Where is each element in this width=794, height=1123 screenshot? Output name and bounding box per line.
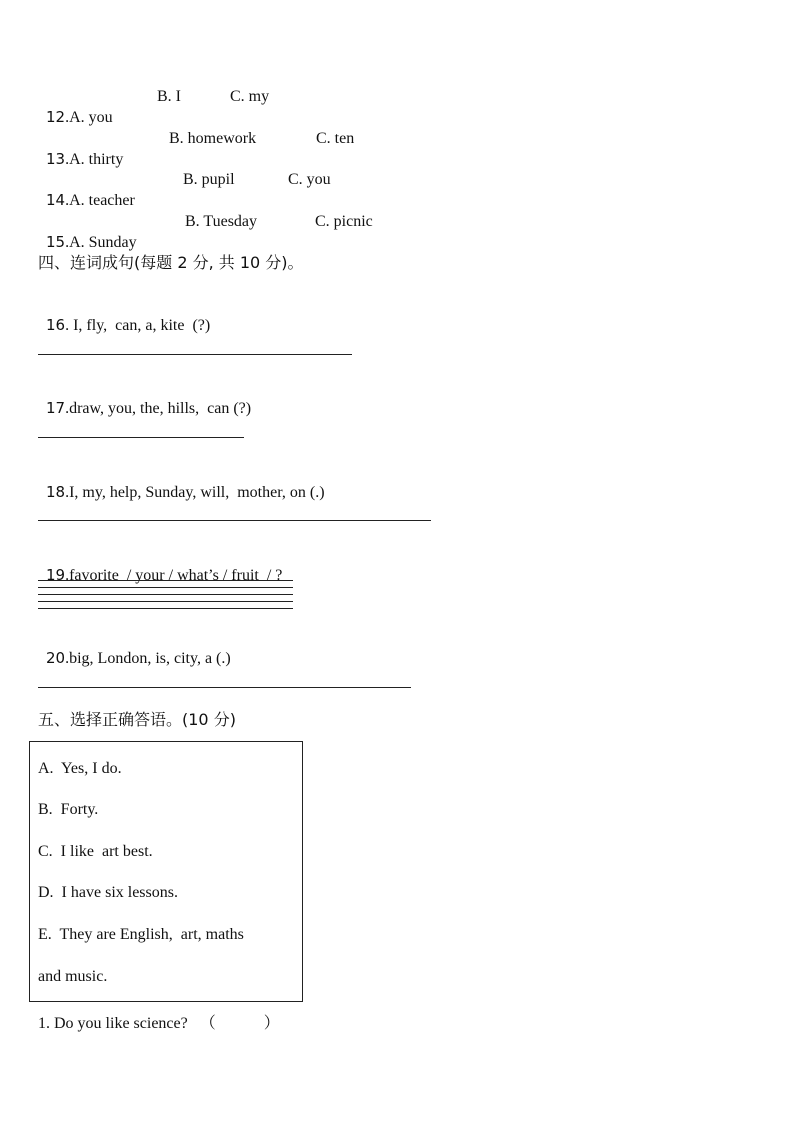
question-number: 16 <box>46 316 66 334</box>
mc-row-14 <box>38 170 135 211</box>
option-a: .A. you <box>65 109 113 126</box>
question-text: .big, London, is, city, a (.) <box>65 650 231 667</box>
question-number: 19 <box>46 566 66 584</box>
question-text: .favorite / your / what’s / fruit / ? <box>65 567 283 584</box>
answer-line-20[interactable] <box>38 687 411 688</box>
answer-line-18[interactable] <box>38 520 431 521</box>
option-b: B. pupil <box>183 171 235 188</box>
answer-option-c: C. I like art best. <box>38 843 153 860</box>
question-18 <box>38 462 325 503</box>
question-number: 13 <box>46 150 66 168</box>
question-17 <box>38 378 251 419</box>
answer-option-b: B. Forty. <box>38 801 99 818</box>
answer-line-19a[interactable] <box>38 580 293 581</box>
mc-row-15 <box>38 212 137 253</box>
section-5-heading: 五、选择正确答语。(10 分) <box>38 710 236 729</box>
answer-option-d: D. I have six lessons. <box>38 884 178 901</box>
question-text: .draw, you, the, hills, can (?) <box>65 400 252 417</box>
question-number: 15 <box>46 233 66 251</box>
mc-row-12 <box>38 87 113 128</box>
mc-row-13 <box>38 129 123 170</box>
question-20 <box>38 628 231 669</box>
answer-line-19e[interactable] <box>38 608 293 609</box>
option-b: B. Tuesday <box>185 213 258 230</box>
option-b: B. homework <box>169 130 257 147</box>
option-c: C. picnic <box>315 213 373 230</box>
answer-line-19b[interactable] <box>38 587 293 588</box>
option-c: C. you <box>288 171 331 188</box>
question-number: 17 <box>46 399 66 417</box>
option-c: C. ten <box>316 130 355 147</box>
question-1: 1. Do you like science? （ ） <box>38 1015 280 1032</box>
option-a: .A. thirty <box>65 151 124 168</box>
question-16 <box>38 295 210 336</box>
answer-option-e-continued: and music. <box>38 968 108 985</box>
answer-line-17[interactable] <box>38 437 244 438</box>
question-number: 18 <box>46 483 66 501</box>
question-number: 12 <box>46 108 66 126</box>
option-c: C. my <box>230 88 270 105</box>
question-text: . I, fly, can, a, kite (?) <box>65 317 211 334</box>
option-b: B. I <box>157 88 181 105</box>
answer-line-16[interactable] <box>38 354 352 355</box>
option-a: .A. teacher <box>65 192 135 209</box>
question-number: 14 <box>46 191 66 209</box>
section-4-heading: 四、连词成句(每题 2 分, 共 10 分)。 <box>38 253 304 272</box>
question-text: .I, my, help, Sunday, will, mother, on (.) <box>65 484 325 501</box>
answer-option-e: E. They are English, art, maths <box>38 926 244 943</box>
answer-options-box <box>29 741 303 1002</box>
question-number: 20 <box>46 649 66 667</box>
answer-option-a: A. Yes, I do. <box>38 760 122 777</box>
option-a: .A. Sunday <box>65 234 137 251</box>
answer-line-19d[interactable] <box>38 601 293 602</box>
answer-line-19c[interactable] <box>38 594 293 595</box>
